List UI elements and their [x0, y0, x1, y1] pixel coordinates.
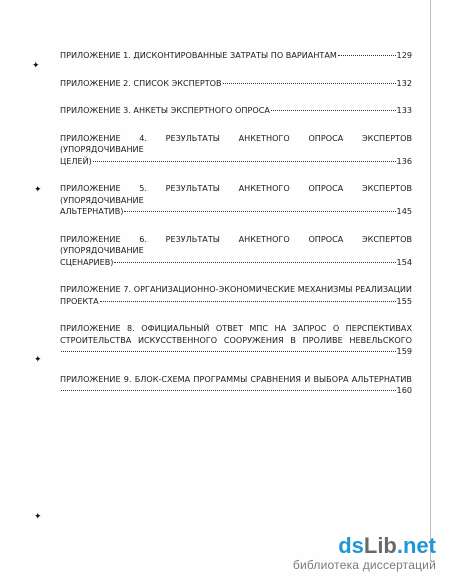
table-of-contents — [60, 50, 412, 413]
toc-entry-page: 129 — [396, 50, 412, 60]
toc-entry-title-cont: СЦЕНАРИЕВ) — [60, 256, 114, 267]
toc-entry-page: 154 — [396, 256, 412, 267]
watermark-subtitle: библиотека диссертаций — [292, 558, 436, 572]
margin-mark: ✦ — [32, 61, 40, 71]
toc-entry-title: ПРИЛОЖЕНИЕ 2. СПИСОК ЭКСПЕРТОВ — [60, 77, 222, 88]
toc-entry-title: ПРИЛОЖЕНИЕ 5. РЕЗУЛЬТАТЫ АНКЕТНОГО ОПРОСА ЭКСПЕРТОВ (УПОРЯДОЧИВАНИЕ — [60, 183, 412, 205]
dslib-watermark — [293, 534, 436, 572]
toc-entry-3 — [60, 105, 412, 117]
toc-entry-title-cont: ЦЕЛЕЙ) — [60, 155, 92, 166]
toc-entry-1 — [60, 50, 412, 62]
margin-mark: ✦ — [34, 185, 42, 195]
dot-leader — [61, 389, 396, 391]
dot-leader — [271, 109, 396, 111]
watermark-logo — [293, 534, 436, 558]
dot-leader — [124, 210, 395, 212]
dot-leader — [100, 300, 396, 302]
toc-entry-title-cont: ПРОЕКТА — [60, 295, 99, 306]
toc-entry-4 — [60, 133, 412, 168]
toc-entry-page: 159 — [396, 346, 412, 356]
watermark-logo-part: .net — [396, 533, 436, 558]
page-edge-line — [430, 0, 431, 560]
dot-leader — [93, 160, 396, 162]
toc-entry-page: 132 — [396, 77, 412, 88]
margin-mark: ✦ — [34, 355, 42, 365]
toc-entry-title-cont: СТРОИТЕЛЬСТВА ИСКУССТВЕННОГО СООРУЖЕНИЯ В ПРОЛИВЕ НЕВЕЛЬСКОГО — [60, 334, 412, 345]
toc-entry-title: ПРИЛОЖЕНИЕ 1. ДИСКОНТИРОВАННЫЕ ЗАТРАТЫ ПО ВАРИАНТАМ — [60, 50, 337, 60]
dot-leader — [114, 261, 395, 263]
toc-entry-page: 136 — [396, 155, 412, 166]
toc-entry-title: ПРИЛОЖЕНИЕ 6. РЕЗУЛЬТАТЫ АНКЕТНОГО ОПРОСА ЭКСПЕРТОВ (УПОРЯДОЧИВАНИЕ — [60, 233, 412, 255]
watermark-logo-part: ds — [338, 533, 364, 558]
toc-entry-page: 145 — [396, 206, 412, 216]
toc-entry-8 — [60, 323, 412, 358]
toc-entry-title: ПРИЛОЖЕНИЕ 9. БЛОК-СХЕМА ПРОГРАММЫ СРАВНЕНИЯ И ВЫБОРА АЛЬТЕРНАТИВ — [60, 373, 412, 384]
toc-entry-page: 160 — [396, 385, 412, 395]
toc-entry-7 — [60, 284, 412, 307]
dot-leader — [338, 54, 396, 56]
toc-entry-title: ПРИЛОЖЕНИЕ 3. АНКЕТЫ ЭКСПЕРТНОГО ОПРОСА — [60, 105, 270, 115]
toc-entry-title: ПРИЛОЖЕНИЕ 7. ОРГАНИЗАЦИОННО-ЭКОНОМИЧЕСКИЕ МЕХАНИЗМЫ РЕАЛИЗАЦИИ — [60, 284, 412, 294]
toc-entry-6 — [60, 234, 412, 269]
dot-leader — [61, 350, 396, 352]
toc-entry-9 — [60, 374, 412, 397]
watermark-logo-part: Lib — [363, 533, 397, 558]
margin-mark: ✦ — [34, 512, 42, 522]
dot-leader — [223, 82, 396, 84]
toc-entry-page: 155 — [396, 295, 412, 306]
toc-entry-5 — [60, 183, 412, 218]
toc-entry-title: ПРИЛОЖЕНИЕ 4. РЕЗУЛЬТАТЫ АНКЕТНОГО ОПРОСА ЭКСПЕРТОВ (УПОРЯДОЧИВАНИЕ — [60, 132, 412, 154]
toc-entry-page: 133 — [396, 105, 412, 115]
toc-entry-2 — [60, 78, 412, 90]
toc-entry-title: ПРИЛОЖЕНИЕ 8. ОФИЦИАЛЬНЫЙ ОТВЕТ МПС НА ЗАПРОС О ПЕРСПЕКТИВАХ — [60, 323, 412, 333]
toc-entry-title-cont: АЛЬТЕРНАТИВ) — [60, 206, 124, 216]
